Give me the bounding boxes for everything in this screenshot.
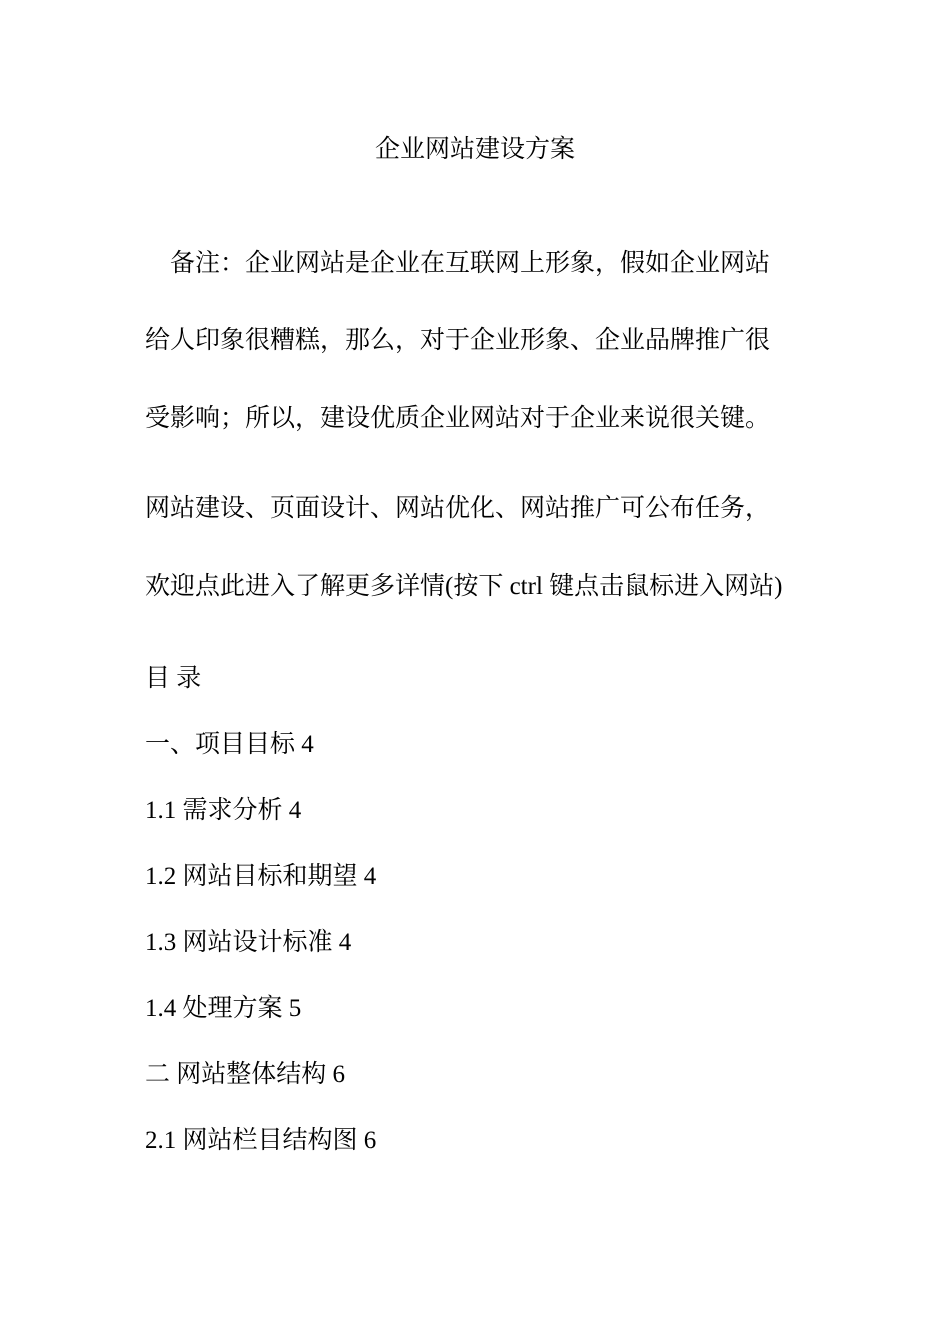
toc-item: 1.2 网站目标和期望 4 xyxy=(145,863,377,890)
toc-item: 1.1 需求分析 4 xyxy=(145,797,302,824)
toc-item: 一、项目目标 4 xyxy=(145,731,314,758)
note-line-3: 受影响；所以，建设优质企业网站对于企业来说很关键。 xyxy=(145,405,771,432)
promo-line-1: 网站建设、页面设计、网站优化、网站推广可公布任务， xyxy=(145,495,771,522)
toc-item: 二 网站整体结构 6 xyxy=(145,1061,346,1088)
promo-link[interactable]: 欢迎点此进入了解更多详情(按下 ctrl 键点击鼠标进入网站) xyxy=(145,573,783,600)
promo-link-line[interactable] xyxy=(145,571,782,603)
toc-item: 1.4 处理方案 5 xyxy=(145,995,302,1022)
document-title: 企业网站建设方案 xyxy=(374,136,575,163)
toc-item: 2.1 网站栏目结构图 6 xyxy=(145,1127,377,1154)
toc-item: 1.3 网站设计标准 4 xyxy=(145,929,352,956)
note-line-2: 给人印象很糟糕，那么，对于企业形象、企业品牌推广很 xyxy=(145,327,771,354)
toc-heading: 目 录 xyxy=(145,665,202,692)
note-line-1: 备注：企业网站是企业在互联网上形象，假如企业网站 xyxy=(170,250,771,277)
